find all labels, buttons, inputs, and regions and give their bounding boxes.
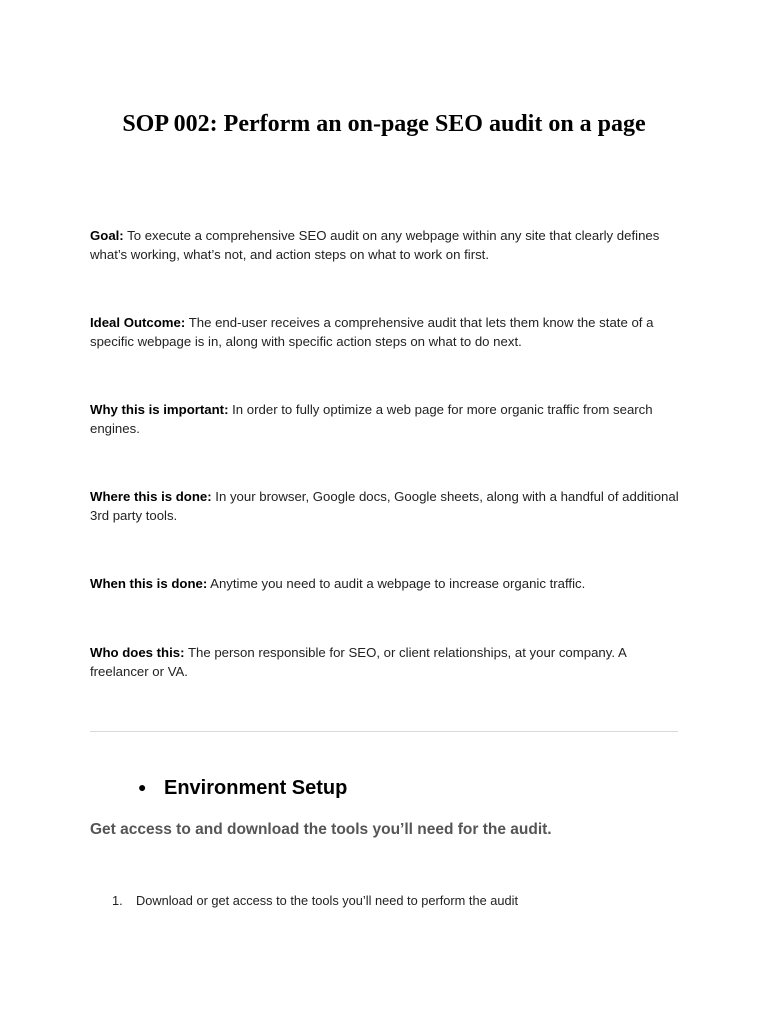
ideal-outcome-text: The end-user receives a comprehensive audit that lets them know the state of a specific webpage is in, along with specific action steps on what to do next. <box>90 315 654 349</box>
bullet-icon: ● <box>138 779 147 795</box>
list-item-text: Download or get access to the tools you’ll need to perform the audit <box>136 893 518 908</box>
environment-setup-heading <box>138 774 347 801</box>
where-done-paragraph <box>90 487 680 525</box>
ideal-outcome-label: Ideal Outcome: <box>90 315 186 330</box>
list-item-number: 1. <box>112 893 123 908</box>
goal-text: To execute a comprehensive SEO audit on any webpage within any site that clearly defines what’s working, what’s not, and action steps on what to work on first. <box>90 228 660 262</box>
steps-list <box>112 892 518 910</box>
when-done-paragraph <box>90 574 680 593</box>
where-done-label: Where this is done: <box>90 489 212 504</box>
goal-label: Goal: <box>90 228 124 243</box>
why-important-label: Why this is important: <box>90 402 229 417</box>
list-item <box>112 892 518 910</box>
when-done-label: When this is done: <box>90 576 208 591</box>
who-does-label: Who does this: <box>90 645 185 660</box>
goal-paragraph <box>90 226 680 264</box>
environment-subheading: Get access to and download the tools you’ll need for the audit. <box>90 821 552 838</box>
document-title: SOP 002: Perform an on-page SEO audit on a page <box>122 111 646 137</box>
who-does-text: The person responsible for SEO, or client relationships, at your company. A freelancer or VA. <box>90 645 627 679</box>
where-done-text: In your browser, Google docs, Google sheets, along with a handful of additional 3rd party tools. <box>90 489 679 523</box>
environment-setup-heading-text: Environment Setup <box>164 777 348 799</box>
ideal-outcome-paragraph <box>90 313 680 351</box>
why-important-paragraph <box>90 400 680 438</box>
section-divider <box>90 731 678 732</box>
when-done-text: Anytime you need to audit a webpage to increase organic traffic. <box>207 576 586 591</box>
why-important-text: In order to fully optimize a web page for more organic traffic from search engines. <box>90 402 653 436</box>
who-does-paragraph <box>90 643 680 681</box>
